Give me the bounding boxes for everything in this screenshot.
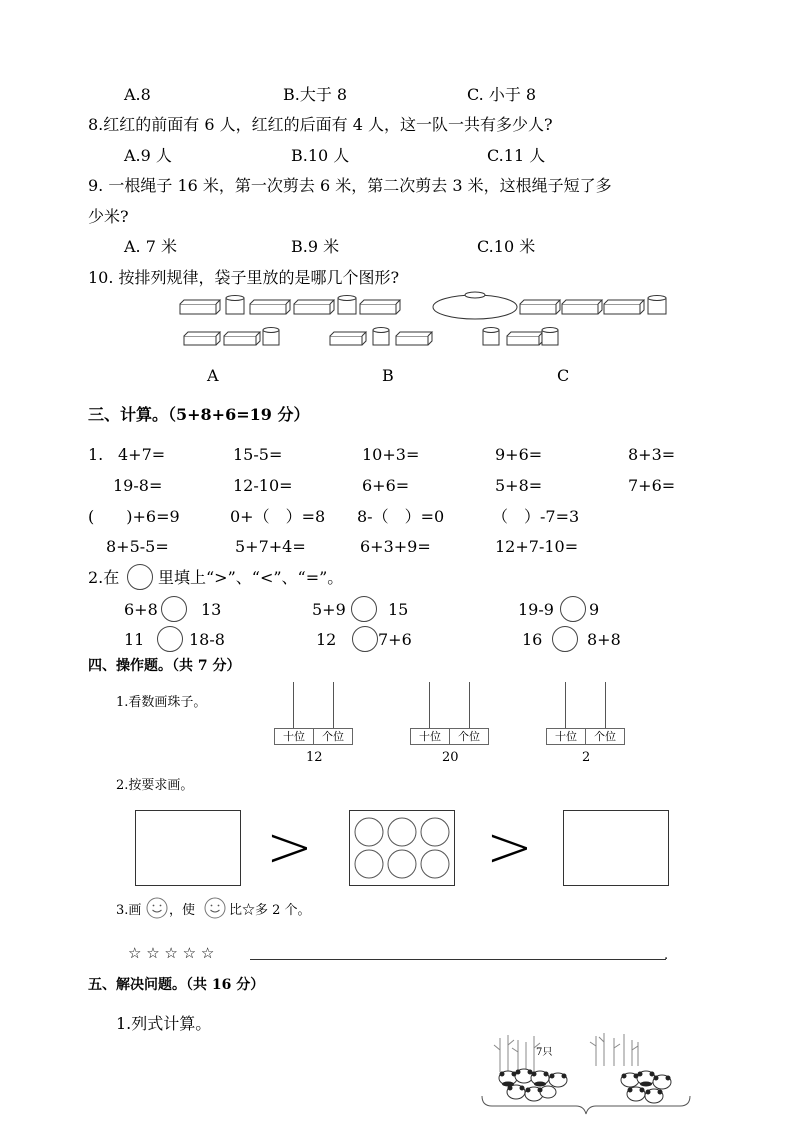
- tens-rod: [293, 682, 294, 728]
- calc-item: 0+（ ）=8: [230, 507, 326, 526]
- smiley-icon: [146, 897, 168, 919]
- ones-label: 个位: [449, 728, 489, 745]
- greater-than-sign: >: [266, 815, 313, 880]
- q10-label-a: A: [207, 366, 219, 385]
- bag-shape: [433, 292, 517, 319]
- greater-than-sign: >: [486, 815, 533, 880]
- circles-figure: [350, 811, 454, 885]
- calc-item: 8+3=: [628, 445, 676, 464]
- pattern-figure: [170, 290, 680, 350]
- q7-option-b: B.大于 8: [283, 85, 348, 104]
- ones-label: 个位: [313, 728, 353, 745]
- calc-item: 12-10=: [233, 476, 293, 495]
- calc-item: 4+7=: [118, 445, 166, 464]
- compare-answer-circle[interactable]: [161, 596, 187, 622]
- calc-item: 7+6=: [628, 476, 676, 495]
- tens-rod: [565, 682, 566, 728]
- q8-question: 8.红红的前面有 6 人，红红的后面有 4 人，这一队一共有多少人?: [88, 115, 553, 134]
- stars-row: ☆ ☆ ☆ ☆ ☆: [128, 944, 215, 962]
- q4-3-text-b: ，使: [169, 903, 196, 918]
- q9-question-line2: 少米?: [88, 207, 129, 226]
- abacus-number: 12: [306, 750, 323, 765]
- q4-1-instruction: 1.看数画珠子。: [116, 695, 207, 710]
- compare-left: 6+8: [124, 600, 158, 619]
- calc-item: 6+6=: [362, 476, 410, 495]
- calc-item: 12+7-10=: [495, 537, 579, 556]
- section5-title: 五、解决问题。（共 16 分）: [88, 977, 265, 993]
- q10-label-b: B: [382, 366, 394, 385]
- calc-item: （ ）-7=3: [492, 507, 580, 526]
- option-b-shapes: [330, 328, 432, 346]
- option-c-shapes: [483, 328, 558, 346]
- compare-right: 8+8: [587, 630, 621, 649]
- q9-question-line1: 9. 一根绳子 16 米，第一次剪去 6 米，第二次剪去 3 米，这根绳子短了多: [88, 176, 612, 195]
- compare-left: 11: [124, 630, 145, 649]
- compare-right: 13: [201, 600, 222, 619]
- answer-line-period: .: [664, 948, 669, 963]
- smiley-icon: [204, 897, 226, 919]
- tens-rod: [429, 682, 430, 728]
- circles-box: [349, 810, 455, 886]
- q4-3-text-c: 比☆多 2 个。: [229, 903, 311, 918]
- section3-part1-label: 1.: [88, 445, 104, 464]
- abacus-number: 20: [442, 750, 459, 765]
- calc-item: 8+5-5=: [106, 537, 169, 556]
- compare-answer-circle[interactable]: [351, 596, 377, 622]
- ones-rod: [605, 682, 606, 728]
- panda-count-label: 7只: [536, 1047, 553, 1058]
- calc-item: 8-（ ）=0: [357, 507, 445, 526]
- cylinder-shape: [226, 296, 244, 315]
- compare-right: 9: [589, 600, 600, 619]
- compare-left: 16: [522, 630, 543, 649]
- q9-option-c: C.10 米: [477, 237, 536, 256]
- q9-option-b: B.9 米: [291, 237, 340, 256]
- ones-rod: [469, 682, 470, 728]
- draw-box-right[interactable]: [563, 810, 669, 886]
- calc-item: 19-8=: [113, 476, 163, 495]
- calc-item: 10+3=: [362, 445, 420, 464]
- compare-left: 19-9: [518, 600, 554, 619]
- calc-item: 9+6=: [495, 445, 543, 464]
- tens-label: 十位: [410, 728, 450, 745]
- compare-instruction-prefix: 2.在: [88, 568, 120, 587]
- compare-right: 15: [388, 600, 409, 619]
- q9-option-a: A. 7 米: [124, 237, 177, 256]
- ones-rod: [333, 682, 334, 728]
- q8-option-c: C.11 人: [487, 146, 546, 165]
- section3-title: 三、计算。（5+8+6=19 分）: [88, 405, 310, 424]
- draw-box-left[interactable]: [135, 810, 241, 886]
- abacus-number: 2: [582, 750, 591, 765]
- q10-question: 10. 按排列规律，袋子里放的是哪几个图形?: [88, 268, 400, 287]
- q10-label-c: C: [557, 366, 570, 385]
- cuboid-shape: [180, 300, 220, 314]
- q8-option-b: B.10 人: [291, 146, 350, 165]
- q4-3-text-a: 3.画: [116, 903, 142, 918]
- compare-left: 12: [316, 630, 337, 649]
- compare-right: 7+6: [378, 630, 412, 649]
- calc-item: 6+3+9=: [360, 537, 431, 556]
- compare-right: 18-8: [189, 630, 225, 649]
- compare-answer-circle[interactable]: [560, 596, 586, 622]
- q7-option-c: C. 小于 8: [467, 85, 537, 104]
- q8-option-a: A.9 人: [124, 146, 172, 165]
- compare-left: 5+9: [312, 600, 346, 619]
- calc-item: 5+8=: [495, 476, 543, 495]
- tens-label: 十位: [274, 728, 314, 745]
- panda-picture: [478, 1030, 694, 1123]
- tens-label: 十位: [546, 728, 586, 745]
- ones-label: 个位: [585, 728, 625, 745]
- calc-item: 5+7+4=: [235, 537, 306, 556]
- compare-answer-circle[interactable]: [352, 626, 378, 652]
- calc-item: 15-5=: [233, 445, 283, 464]
- q5-1-instruction: 1.列式计算。: [116, 1014, 212, 1033]
- option-a-shapes: [184, 328, 279, 346]
- compare-instruction-suffix: 里填上“>”、“<”、“=”。: [158, 568, 344, 587]
- compare-circle-sample: [127, 564, 153, 590]
- q7-option-a: A.8: [124, 85, 151, 104]
- answer-line[interactable]: [250, 959, 666, 960]
- q4-2-instruction: 2.按要求画。: [116, 778, 194, 793]
- section4-title: 四、操作题。（共 7 分）: [88, 658, 241, 674]
- compare-answer-circle[interactable]: [157, 626, 183, 652]
- compare-answer-circle[interactable]: [552, 626, 578, 652]
- calc-item: ( )+6=9: [88, 507, 180, 526]
